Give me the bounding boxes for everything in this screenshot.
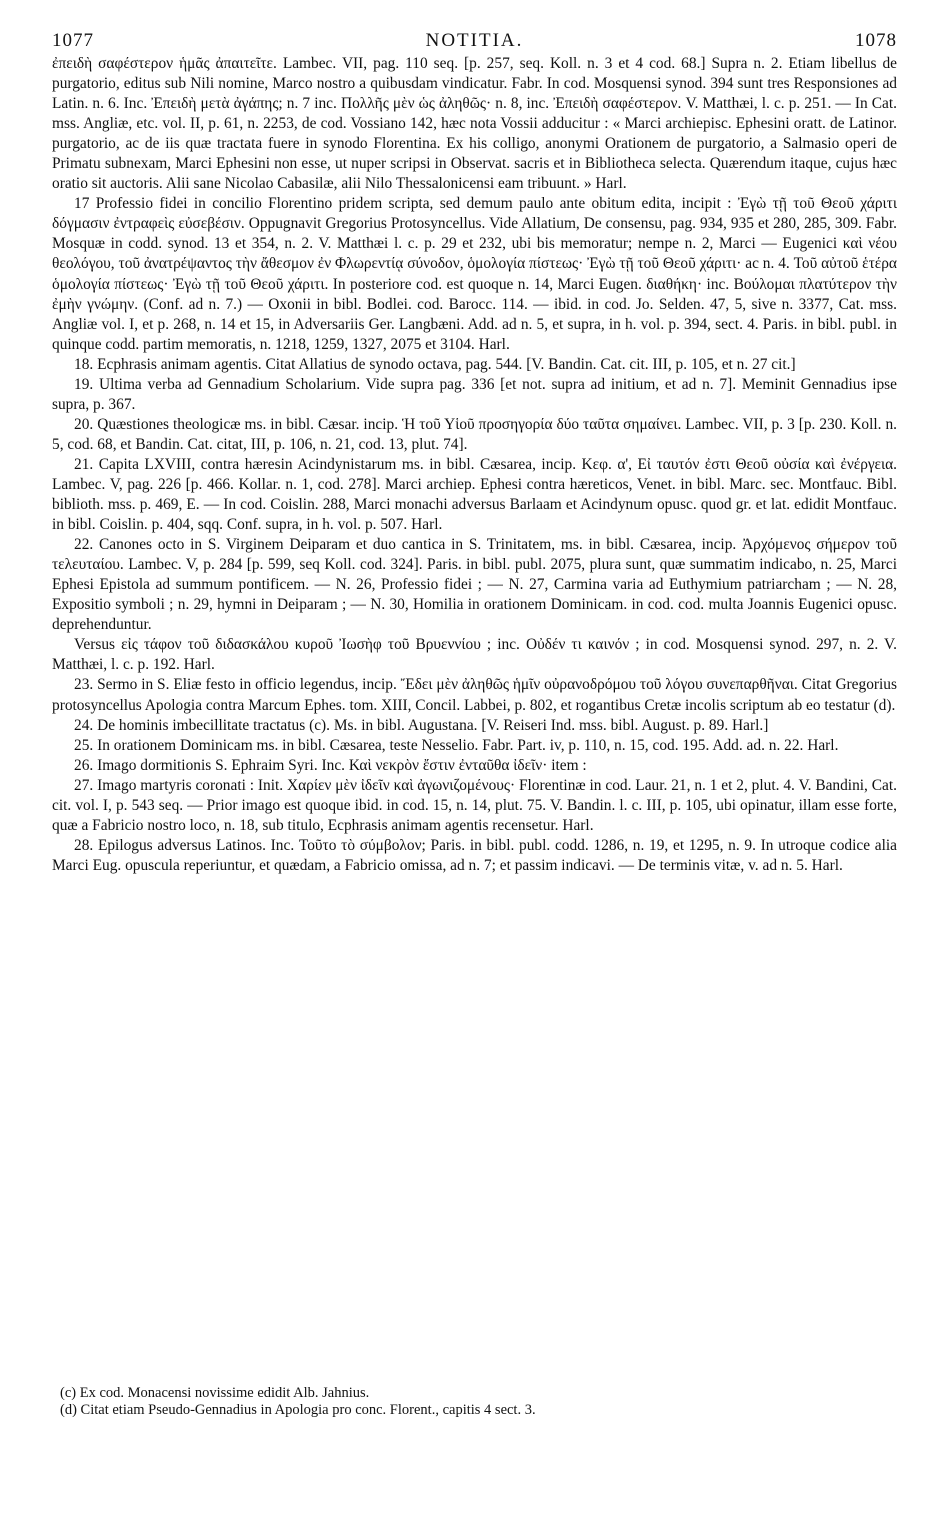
right-column-number: 1078 (855, 30, 897, 51)
entry-versus: Versus εἰς τάφον τοῦ διδασκάλου κυροῦ Ἰωσὴφ τοῦ Βρυεννίου ; inc. Οὐδέν τι καινόν ; in cod. Mosquensi synod. 297, n. 2. V. Matthæi, l. c. p. 192. Harl. (52, 636, 897, 674)
footnotes (52, 1385, 897, 1419)
footnote-d: (d) Citat etiam Pseudo-Gennadius in Apologia pro conc. Florent., capitis 4 sect. 3. (60, 1402, 536, 1418)
paragraph: ἐπειδὴ σαφέστερον ἡμᾶς ἀπαιτεῖτε. Lambec. VII, pag. 110 seq. [p. 257, seq. Koll. n. 3 et 4 cod. 68.] Supra n. 2. Etiam libellus de purgatorio, editus sub Nili nomine, Marco nostro a quibusdam vindicatur. Fabr. In cod. Mosquensi synod. 394 sunt tres Responsiones ad Latin. n. 6. Inc. Ἐπειδὴ μετὰ ἀγάπης; n. 7 inc. Πολλῆς μὲν ὡς ἀληθῶς· n. 8, inc. Ἐπειδὴ σαφέστερον. V. Matthæi, l. c. p. 251. — In Cat. mss. Angliæ, etc. vol. II, p. 61, n. 2253, de cod. Vossiano 142, hæc nota Vossii adducitur : « Marci archiepisc. Ephesini oratt. de Latinor. purgatorio, ac de iis quæ tractata fuere in synodo Florentina. Ex his colligo, anonymi Orationem de purgatorio, a Salmasio operi de Primatu subnexam, Marci Ephesini non esse, ut nuper scripsi in Observat. sacris et in Bibliotheca selecta. Quærendum itaque, cujus hæc oratio sit auctoris. Alii sane Nicolao Cabasilæ, alii Nilo Thessalonicensi eam tribuunt. » Harl. (52, 55, 897, 193)
entry-25: 25. In orationem Dominicam ms. in bibl. Cæsarea, teste Nesselio. Fabr. Part. iv, p. 110, n. 15, cod. 195. Add. ad. n. 22. Harl. (74, 736, 839, 754)
page-header (52, 30, 897, 52)
entry-21: 21. Capita LXVIII, contra hæresin Acindynistarum ms. in bibl. Cæsarea, incip. Κεφ. α', Εἰ ταυτόν ἐστι Θεοῦ οὐσία καὶ ἐνέργεια. Lambec. V, pag. 226 [p. 466. Kollar. n. 1, cod. 278]. Marci archiep. Ephesi contra hæreticos, Venet. in bibl. Marc. sec. Montfauc. Bibl. biblioth. mss. p. 469, E. — In cod. Coislin. 288, Marci monachi adversus Barlaam et Acindynum opusc. quod gr. et lat. edidit Montfauc. in bibl. Coislin. p. 404, sqq. Conf. supra, in h. vol. p. 507. Harl. (52, 455, 897, 534)
entry-20: 20. Quæstiones theologicæ ms. in bibl. Cæsar. incip. Ἡ τοῦ Υἱοῦ προσηγορία δύο ταῦτα σημαίνει. Lambec. VII, p. 3 [p. 230. Koll. n. 5, cod. 68, et Bandin. Cat. citat, III, p. 106, n. 21, cod. 13, plut. 74]. (52, 415, 897, 453)
body-text (52, 54, 897, 876)
entry-27: 27. Imago martyris coronati : Init. Χαρίεν μὲν ἰδεῖν καὶ ἀγωνιζομένους· Florentinæ in cod. Laur. 21, n. 1 et 2, plut. 4. V. Bandini, Cat. cit. vol. I, p. 543 seq. — Prior imago est quoque ibid. in cod. 15, n. 14, plut. 75. V. Bandin. l. c. III, p. 105, ubi opinatur, illam esse forte, quæ a Fabricio nostro loco, n. 18, sub titulo, Ecphrasis animam agentis recensetur. Harl. (52, 776, 897, 834)
running-title: NOTITIA. (425, 30, 524, 51)
footnote-c: (c) Ex cod. Monacensi novissime edidit Alb. Jahnius. (60, 1385, 370, 1401)
page (52, 30, 897, 876)
entry-17: 17 Professio fidei in concilio Florentino pridem scripta, sed demum paulo ante obitum edita, incipit : Ἐγὼ τῇ τοῦ Θεοῦ χάριτι δόγμασιν ἐντραφεὶς εὐσεβέσιν. Oppugnavit Gregorius Protosyncellus. Vide Allatium, De consensu, pag. 934, 935 et 280, 285, 309. Fabr. Mosquæ in codd. synod. 13 et 354, n. 2. V. Matthæi l. c. p. 29 et 232, ubi bis memoratur; nempe n. 2, Marci — Eugenici καὶ νέου θεολόγου, τοῦ ἀνατρέψαντος τὴν ἄθεσμον ἐν Φλωρεντίᾳ σύνοδον, ὁμολογία πίστεως· Ἐγὼ τῇ τοῦ Θεοῦ χάριτι· ac n. 4. Τοῦ αὐτοῦ ἑτέρα ὁμολογία πίστεως· Ἐγὼ τῇ τοῦ Θεοῦ χάριτι. In posteriore cod. est quoque n. 14, Marci Eugen. διαθήκη· inc. Βούλομαι πλατύτερον τὴν ἐμὴν γνώμην. (Conf. ad n. 7.) — Oxonii in bibl. Bodlei. cod. Barocc. 114. — ibid. in cod. Jo. Selden. 47, 5, sive n. 3377, Cat. mss. Angliæ vol. I, et p. 268, n. 14 et 15, in Adversariis Ger. Langbæni. Add. ad n. 5, et supra, in h. vol. p. 394, sect. 4. Paris. in bibl. publ. in quinque codd. partim memoratis, n. 1218, 1259, 1327, 2075 et 3104. Harl. (52, 195, 897, 353)
entry-19: 19. Ultima verba ad Gennadium Scholarium. Vide supra pag. 336 [et not. supra ad initium, et ad n. 7]. Meminit Gennadius ipse supra, p. 367. (52, 375, 897, 413)
entry-26: 26. Imago dormitionis S. Ephraim Syri. Inc. Καὶ νεκρὸν ἔστιν ἐνταῦθα ἰδεῖν· item : (74, 756, 587, 774)
entry-18: 18. Ecphrasis animam agentis. Citat Allatius de synodo octava, pag. 544. [V. Bandin. Cat. cit. III, p. 105, et n. 27 cit.] (74, 355, 796, 373)
left-column-number: 1077 (52, 30, 94, 51)
entry-24: 24. De hominis imbecillitate tractatus (c). Ms. in bibl. Augustana. [V. Reiseri Ind. mss. bibl. August. p. 89. Harl.] (74, 716, 769, 734)
entry-23: 23. Sermo in S. Eliæ festo in officio legendus, incip. Ἔδει μὲν ἀληθῶς ἡμῖν οὐρανοδρόμου τοῦ λόγου συνεπαρθῆναι. Citat Gregorius protosyncellus Apologia contra Marcum Ephes. tom. XIII, Concil. Labbei, p. 802, et rogantibus Cretæ incolis scriptum ab eo testatur (d). (52, 676, 897, 714)
entry-28: 28. Epilogus adversus Latinos. Inc. Τοῦτο τὸ σύμβολον; Paris. in bibl. publ. codd. 1286, n. 19, et 1295, n. 9. In utroque codice alia Marci Eug. opuscula reperiuntur, et quædam, a Fabricio omissa, ad n. 7; et passim indicavi. — De terminis vitæ, v. ad n. 5. Harl. (52, 836, 897, 874)
entry-22: 22. Canones octo in S. Virginem Deiparam et duo cantica in S. Trinitatem, ms. in bibl. Cæsarea, incip. Ἀρχόμενος σήμερον τοῦ τελευταίου. Lambec. V, p. 284 [p. 599, seq Koll. cod. 324]. Paris. in bibl. publ. 2075, plura sunt, quæ summatim indicabo, n. 25, Marci Ephesi Epistola ad summum pontificem. — N. 26, Professio fidei ; — N. 27, Carmina varia ad Euthymium patriarcham ; — N. 28, Expositio symboli ; n. 29, hymni in Deiparam ; — N. 30, Homilia in orationem Dominicam. in cod. cod. multa Joannis Eugenici opusc. deprehenduntur. (52, 536, 897, 634)
